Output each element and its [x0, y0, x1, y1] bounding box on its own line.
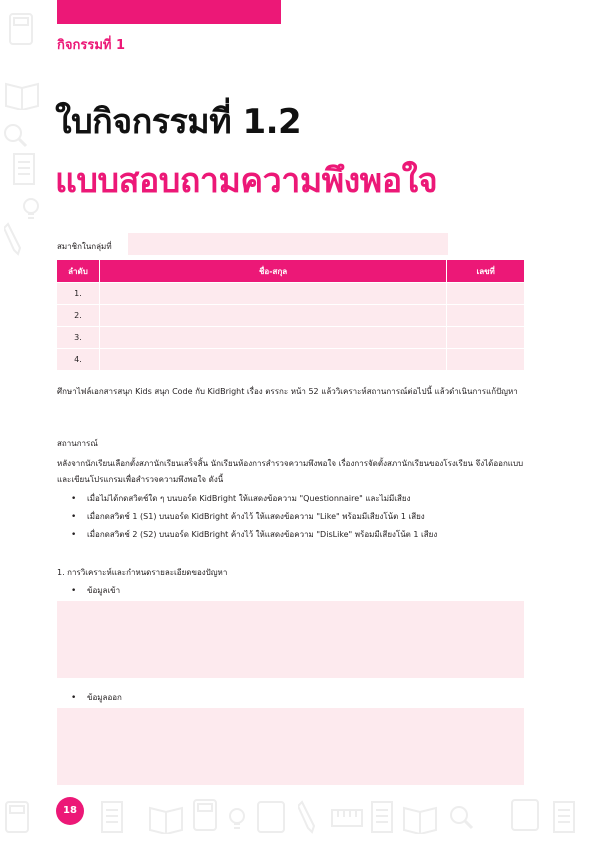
output-label: • ข้อมูลออก	[57, 689, 527, 707]
student-number-field[interactable]	[447, 304, 524, 326]
column-header-number: เลขที่	[447, 260, 524, 282]
instruction-text: ศึกษาไฟล์เอกสารสนุก Kids สนุก Code กับ KidBright เรื่อง ตรรกะ หน้า 52 แล้ววิเคราะห์สถานการณ์ต่อไปนี้ แล้วดำเนินการแก้ปัญหา	[57, 387, 518, 396]
magnifier-icon	[448, 804, 474, 830]
header-accent-bar	[57, 0, 281, 24]
page-number: 18	[63, 805, 77, 816]
list-item: • เมื่อกดสวิตช์ 1 (S1) บนบอร์ด KidBright ค้างไว้ ให้แสดงข้อความ "Like" พร้อมมีเสียงโน้ต 1 เสียง	[57, 508, 527, 526]
lightbulb-icon	[20, 196, 42, 222]
book-icon	[148, 804, 184, 834]
row-order: 4.	[57, 348, 100, 370]
row-order: 1.	[57, 282, 100, 304]
input-answer-box[interactable]	[57, 601, 524, 678]
table-row	[57, 304, 524, 326]
input-label: • ข้อมูลเข้า	[57, 582, 527, 600]
situation-heading: สถานการณ์	[57, 439, 98, 448]
table-row	[57, 326, 524, 348]
ruler-icon	[330, 808, 364, 828]
lightbulb-icon	[226, 806, 248, 832]
output-bullet	[57, 689, 527, 707]
student-number-field[interactable]	[447, 326, 524, 348]
calculator-icon	[4, 800, 30, 834]
tablet-icon	[510, 798, 540, 832]
list-icon	[552, 800, 576, 834]
table-row	[57, 348, 524, 370]
list-icon	[12, 152, 36, 186]
row-order: 2.	[57, 304, 100, 326]
pencil-icon	[298, 800, 318, 834]
worksheet-subtitle: แบบสอบถามความพึงพอใจ	[55, 161, 438, 201]
tablet-icon	[256, 800, 286, 834]
group-number-label: สมาชิกในกลุ่มที่	[57, 242, 112, 251]
list-icon	[100, 800, 124, 834]
analysis-heading: 1. การวิเคราะห์และกำหนดรายละเอียดของปัญหา	[57, 568, 228, 577]
input-bullet	[57, 582, 527, 600]
student-number-field[interactable]	[447, 282, 524, 304]
magnifier-icon	[2, 122, 28, 148]
row-order: 3.	[57, 326, 100, 348]
column-header-order: ลำดับ	[57, 260, 100, 282]
activity-label: กิจกรรมที่ 1	[57, 38, 126, 53]
calculator-icon	[192, 798, 218, 832]
column-header-name: ชื่อ-สกุล	[100, 260, 447, 282]
name-field[interactable]	[100, 304, 447, 326]
list-icon	[370, 800, 394, 834]
student-number-field[interactable]	[447, 348, 524, 370]
group-number-field[interactable]	[128, 233, 448, 255]
situation-text: หลังจากนักเรียนเลือกตั้งสภานักเรียนเสร็จสิ้น นักเรียนห้องการสำรวจความพึงพอใจ เรื่องการจัดตั้งสภานักเรียนของโรงเรียน จึงได้ออกแบบและเขียนโปรแกรมเพื่อสำรวจความพึงพอใจ ดังนี้	[57, 459, 524, 484]
book-icon	[402, 804, 438, 834]
book-icon	[4, 80, 40, 110]
name-field[interactable]	[100, 282, 447, 304]
situation-bullets	[57, 490, 527, 544]
output-answer-box[interactable]	[57, 708, 524, 785]
calculator-icon	[8, 12, 34, 46]
list-item: • เมื่อไม่ได้กดสวิตช์ใด ๆ บนบอร์ด KidBright ให้แสดงข้อความ "Questionnaire" และไม่มีเสียง	[57, 490, 527, 508]
name-field[interactable]	[100, 348, 447, 370]
table-row	[57, 282, 524, 304]
worksheet-title: ใบกิจกรรมที่ 1.2	[55, 102, 302, 142]
name-field[interactable]	[100, 326, 447, 348]
pencil-icon	[4, 222, 24, 256]
list-item: • เมื่อกดสวิตช์ 2 (S2) บนบอร์ด KidBright ค้างไว้ ให้แสดงข้อความ "DisLike" พร้อมมีเสียงโน้ต 1 เสียง	[57, 526, 527, 544]
members-table	[57, 260, 524, 370]
members-table-header	[57, 260, 524, 282]
